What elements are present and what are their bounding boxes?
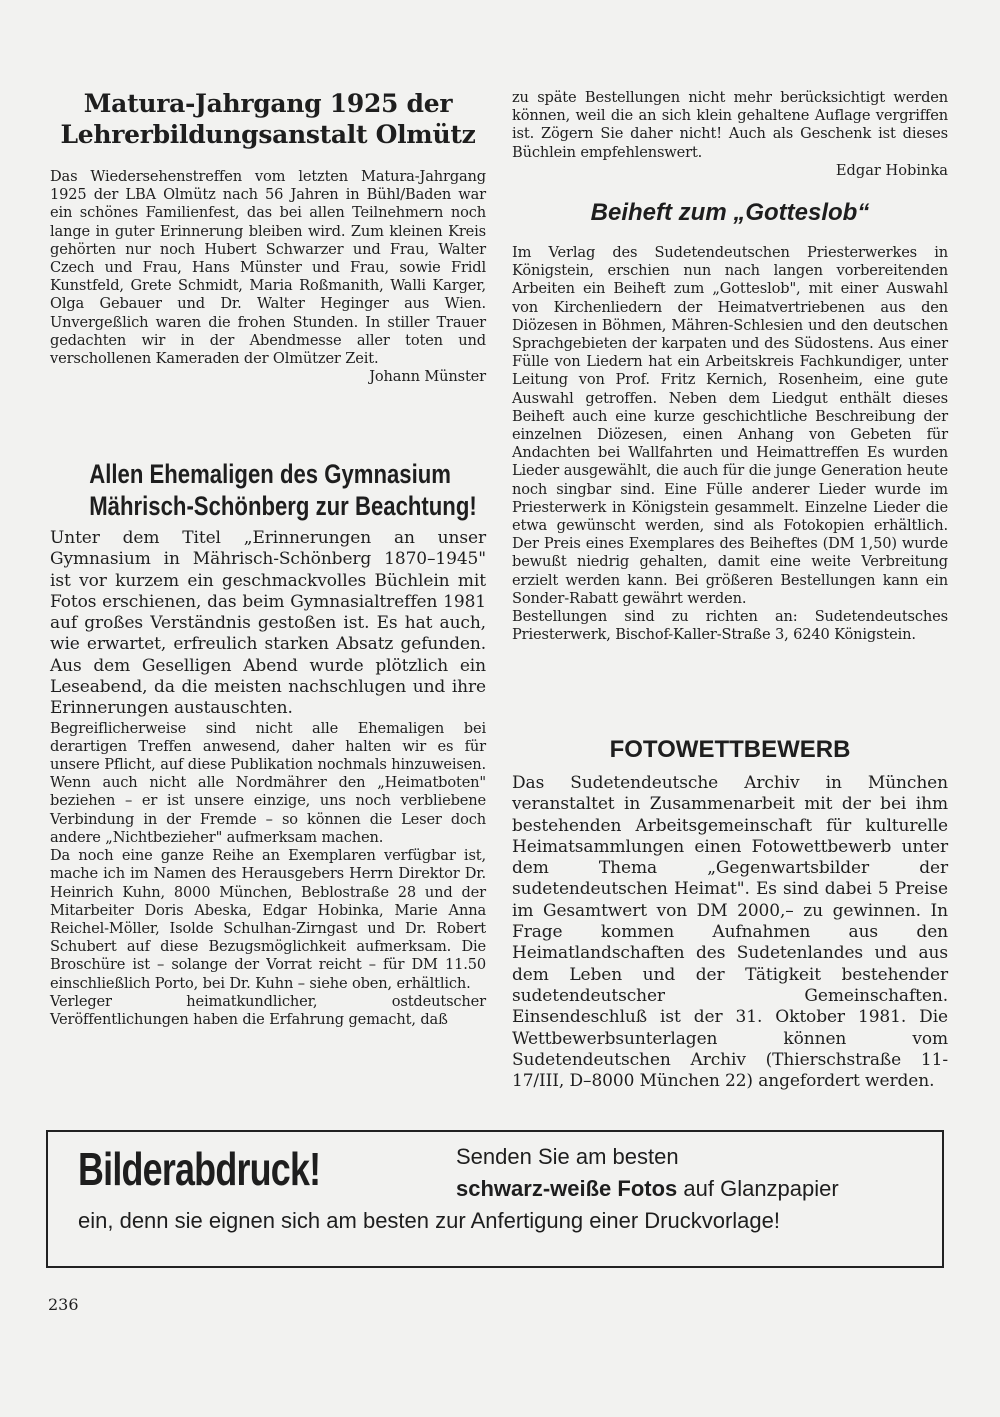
notice-box — [46, 1130, 944, 1268]
article-title: Beiheft zum „Gotteslob“ — [590, 199, 870, 226]
article-lead: Unter dem Titel „Erinnerungen an unser Gymnasium in Mährisch-Schönberg 1870–1945" ist vor kurzem ein geschmackvolles Büchlein mit Fotos erschienen, das beim Gymnasialtreffen 1981 auf großes Verständnis gestoßen ist. Es hat auch, wie erwartet, erfreulich starken Absatz gefunden. Aus dem Geselligen Abend wurde plötzlich ein Leseabend, da die meisten nachschlugen und ihre Erinnerungen austauschten. — [50, 528, 486, 719]
article-body-text: Das Wiedersehenstreffen vom letzten Matura-Jahrgang 1925 der LBA Olmütz nach 56 Jahren in Bühl/Baden war ein schönes Familienfest, das bei allen Teilnehmern noch lange in guter Erinnerung bleiben wird. Zum kleinen Kreis gehörten nur noch Hubert Schwarzer und Frau, Walter Czech und Frau, Hans Münster und Frau, sowie Fridl Kunstfeld, Grete Schmidt, Maria Roßmanith, Walli Karger, Olga Gebauer und Dr. Walter Heginger aus Wien. Unvergeßlich waren die frohen Stunden. In stiller Trauer gedachten wir in der Abendmesse aller toten und verschollenen Kameraden der Olmützer Zeit. — [50, 168, 486, 368]
title-line-2: Lehrerbildungsanstalt Olmütz — [60, 120, 476, 149]
article-paragraph: Begreiflicherweise sind nicht alle Ehemaligen bei derartigen Treffen anwesend, daher halten wir es für unsere Pflicht, auf diese Publikation nochmals hinzuweisen. Wenn auch nicht alle Nordmährer den „Heimatboten" beziehen – er ist unsere einzige, uns noch verbliebene Verbindung in der Fremde – so können die Leser doch andere „Nichtbezieher" aufmerksam machen. — [50, 719, 486, 846]
notice-line-2 — [456, 1176, 839, 1202]
author-signature: Johann Münster — [369, 368, 486, 386]
page-number: 236 — [48, 1295, 79, 1314]
notice-line-1: Senden Sie am besten — [456, 1144, 679, 1169]
article-gymnasium — [50, 458, 486, 1029]
title-line-1: Matura-Jahrgang 1925 der — [83, 89, 453, 118]
article-body: Das Sudetendeutsche Archiv in München veranstaltet in Zusammenarbeit mit der bei ihm bestehenden Arbeitsgemeinschaft für kulturelle Heimatsammlungen einen Fotowettbewerb unter dem Thema „Gegenwartsbilder der sudetendeutschen Heimat". Es sind dabei 5 Preise im Gesamtwert von DM 2000,– zu gewinnen. In Frage kommen Aufnahmen aus den Heimatlandschaften des Sudetenlandes und aus dem Leben und der Tätigkeit bestehender sudetendeutscher Gemeinschaften. Einsendeschluß ist der 31. Oktober 1981. Die Wettbewerbsunterlagen können vom Sudetendeutschen Archiv (Thierschstraße 11-17/III, D–8000 München 22) angefordert werden. — [512, 773, 948, 1092]
notice-line-3: ein, denn sie eignen sich am besten zur Anfertigung einer Druckvorlage! — [78, 1208, 780, 1233]
article-fotowettbewerb — [512, 735, 948, 1092]
order-info: Bestellungen sind zu richten an: Sudetendeutsches Priesterwerk, Bischof-Kaller-Straße 3, 6240 Königstein. — [512, 608, 948, 644]
article-body — [50, 168, 486, 386]
author-signature: Edgar Hobinka — [835, 161, 948, 179]
article-matura — [50, 88, 486, 386]
notice-line-2-rest: auf Glanzpapier — [677, 1176, 839, 1201]
article-title — [89, 458, 477, 522]
article-paragraph-continued: zu späte Bestellungen nicht mehr berücksichtigt werden können, weil die an sich klein gehaltene Auflage vergriffen ist. Zögern Sie daher nicht! Auch als Geschenk ist dieses Büchlein empfehlenswert. — [512, 89, 948, 161]
article-paragraph: Da noch eine ganze Reihe an Exemplaren verfügbar ist, mache ich im Namen des Herausgebers Herrn Direktor Dr. Heinrich Kuhn, 8000 München, Beblostraße 28 und der Mitarbeiter Doris Abeska, Edgar Hobinka, Marie Anna Reichel-Möller, Isolde Schulhan-Zirngast und Dr. Robert Schubert auf diese Bezugsmöglichkeit aufmerksam. Die Broschüre ist – solange der Vorrat reicht – für DM 11.50 einschließlich Porto, bei Dr. Kuhn – siehe oben, erhältlich. — [50, 847, 486, 992]
article-gymnasium-continued — [512, 89, 948, 180]
title-line-2: Mährisch-Schönberg zur Beachtung! — [89, 491, 477, 521]
article-body: Im Verlag des Sudetendeutschen Priesterwerkes in Königstein, erschien nun nach langen vorbereitenden Arbeiten ein Beiheft zum „Gotteslob", mit einer Auswahl von Kirchenliedern der Heimatvertriebenen aus den Diözesen in Böhmen, Mähren-Schlesien und den deutschen Sprachgebieten der karpaten und des Südostens. Aus einer Fülle von Liedern hat ein Arbeitskreis Fachkundiger, unter Leitung von Prof. Fritz Kernich, Rosenheim, eine gute Auswahl getroffen. Neben dem Liedgut enthält dieses Beiheft auch eine kurze geschichtliche Beschreibung der einzelnen Diözesen, einen Anhang von Gebeten für Andachten bei Wallfahrten und Heimattreffen Es wurden Lieder ausgewählt, die auch für die junge Generation heute noch singbar sind. Eine Fülle anderer Lieder wurde im Priesterwerk in Königstein gesammelt. Einzelne Lieder die etwa gewünscht werden, sind als Fotokopien erhältlich. Der Preis eines Exemplares des Beiheftes (DM 1,50) wurde bewußt niedrig gehalten, damit eine weite Verbreitung erzielt werden kann. Bei größeren Bestellungen kann ein Sonder-Rabatt gewährt werden. — [512, 244, 948, 607]
article-title — [50, 88, 486, 150]
article-gotteslob — [512, 198, 948, 644]
article-title: FOTOWETTBEWERB — [609, 736, 851, 763]
notice-emphasis: schwarz-weiße Fotos — [456, 1176, 678, 1201]
notice-title: Bilderabdruck! — [78, 1143, 321, 1195]
title-line-1: Allen Ehemaligen des Gymnasium — [89, 459, 451, 489]
article-paragraph: Verleger heimatkundlicher, ostdeutscher Veröffentlichungen haben die Erfahrung gemacht, daß — [50, 992, 486, 1028]
